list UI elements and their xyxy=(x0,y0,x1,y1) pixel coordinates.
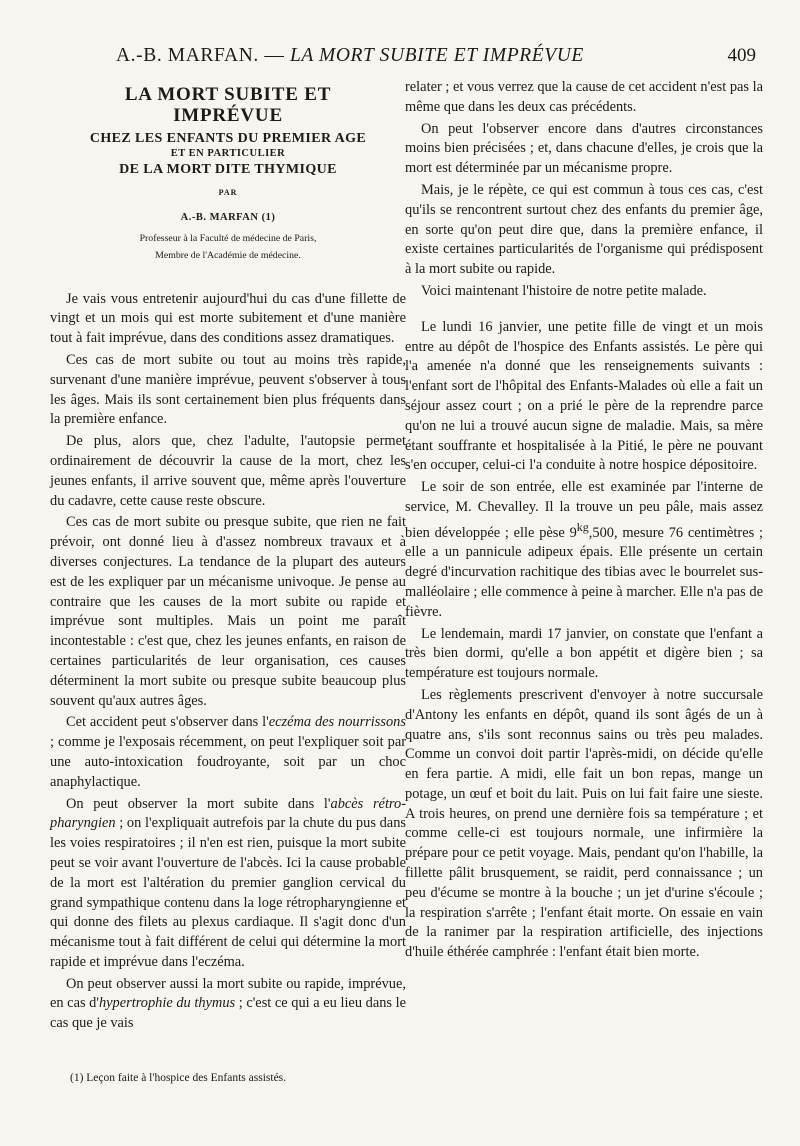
left-column xyxy=(50,78,406,1036)
article-subtitle3: DE LA MORT DITE THYMIQUE xyxy=(119,162,337,177)
text-run: Le soir de son entrée, elle est examinée par l'interne de service, M. Chevalley. Il la trouve un peu pâle, mais assez bien développée ; elle pèse 9 xyxy=(405,479,763,541)
running-author: A.-B. MARFAN. — xyxy=(116,45,285,66)
footnote: (1) Leçon faite à l'hospice des Enfants assistés. xyxy=(70,1072,287,1084)
text-run: ,500, mesure 76 centimètres ; elle a un pannicule adipeux épais. Elle présente un certain degré d'incurvation rachitique des tibias avec le bourrelet sus-malléolaire ; elle commence à peine à marcher. Elle n'a pas de fièvre. xyxy=(405,524,763,620)
article-author: A.-B. MARFAN (1) xyxy=(180,211,276,223)
article-affiliation1: Professeur à la Faculté de médecine de Paris, xyxy=(139,232,317,244)
paragraph xyxy=(405,478,763,622)
emphasis: abcès rétro-pharyngien xyxy=(50,795,406,832)
article-subtitle1: CHEZ LES ENFANTS DU PREMIER AGE xyxy=(89,131,367,146)
article-title-line1: LA MORT SUBITE ET xyxy=(124,84,332,105)
paragraph: relater ; et vous verrez que la cause de cet accident n'est pas la même que dans les deux cas précédents. xyxy=(405,79,763,115)
paragraph: Ces cas de mort subite ou presque subite, que rien ne fait prévoir, ont donné lieu à d'assez nombreux travaux et à diverses conjectures. La tendance de la plupart des auteurs est de les expliquer par un mécanisme univoque. Je pense au contraire que les causes de la mort subite ou rapide et imprévue sont multiples. Mais un point me paraît incontestable : c'est que, chez les jeunes enfants, en raison de certaines particularités de leur organisation, ces causes déterminent la mort subite ou presque subite beaucoup plus souvent qu'aux autres âges. xyxy=(50,514,406,709)
article-title-block xyxy=(50,84,406,262)
text-run: ; c'est ce qui a eu lieu dans le cas que je vais xyxy=(50,995,406,1032)
paragraph xyxy=(50,795,406,973)
text-run: On peut observer aussi la mort subite ou rapide, imprévue, en cas d' xyxy=(50,975,406,1012)
paragraph: Voici maintenant l'histoire de notre petite malade. xyxy=(421,282,707,299)
unit-superscript: kg xyxy=(576,519,589,534)
article-affiliation2: Membre de l'Académie de médecine. xyxy=(155,249,301,261)
paragraph: On peut l'observer encore dans d'autres circonstances moins bien précisées ; et, dans chacune d'elles, je crois que la mort est déterminée par un mécanisme propre. xyxy=(405,120,763,177)
paragraph: Mais, je le répète, ce qui est commun à tous ces cas, c'est qu'ils se rencontrent surtout chez des enfants du premier âge, en sorte qu'on peut dire que, dans la première enfance, il existe certaines particularités de l'organisme qui prédisposent à la mort subite ou rapide. xyxy=(405,181,763,278)
article-subtitle2: ET EN PARTICULIER xyxy=(170,148,286,159)
paragraph: Le lundi 16 janvier, une petite fille de vingt et un mois entre au dépôt de l'hospice des Enfants assistés. Le père qui l'a amenée n'a donné que les renseignements suivants : l'enfant sort de l'hôpital des Enfants-Malades où elle a fait un séjour assez court ; on a prié le père de la reprendre parce qu'on ne lui a trouvé aucun signe de maladie. Mais, sa mère étant souffrante et hospitalisée à la Pitié, le père ne pouvant s'en occuper, celui-ci l'a conduite à notre hospice dépositoire. xyxy=(405,318,763,474)
paragraph xyxy=(50,713,406,792)
text-run: Cet accident peut s'observer dans l' xyxy=(66,714,269,731)
running-head xyxy=(116,45,756,73)
paragraph: Ces cas de mort subite ou tout au moins très rapide, survenant d'une manière imprévue, peuvent s'observer à tous les âges. Mais ils sont certainement bien plus fréquents dans la première enfance. xyxy=(50,351,406,428)
emphasis: hypertrophie du thymus xyxy=(98,995,236,1012)
running-title xyxy=(116,45,584,67)
text-run: ; on l'expliquait autrefois par la chute du pus dans les voies respiratoires ; il n'en est rien, puisque la mort subite peut se voir avant l'ouverture de l'abcès. Ici la cause probable de la mort est l'altération du premier ganglion cervical du grand sympathique contenu dans la loge rétropharyngienne et qui donne des filets au plexus cardiaque. Il s'agit donc d'un mécanisme tout à fait différent de celui qui détermine la mort rapide et imprévue dans l'eczéma. xyxy=(50,815,406,970)
paragraph: De plus, alors que, chez l'adulte, l'autopsie permet ordinairement de découvrir la cause de la mort, chez les jeunes enfants, il arrive souvent que, même après l'ouverture du cadavre, cette cause reste obscure. xyxy=(50,433,406,509)
article-par: PAR xyxy=(218,188,238,197)
paragraph: Je vais vous entretenir aujourd'hui du cas d'une fillette de vingt et un mois qui est morte subitement et d'une manière tout à fait imprévue, dans des conditions assez dramatiques. xyxy=(50,290,406,347)
section-spacer xyxy=(405,304,763,318)
emphasis: eczéma des nourrissons xyxy=(268,714,406,731)
right-column xyxy=(405,78,763,965)
text-run: On peut observer la mort subite dans l' xyxy=(66,795,331,812)
paragraph: Le lendemain, mardi 17 janvier, on constate que l'enfant a très bien dormi, qu'elle a bon appétit et digère bien ; sa température est toujours normale. xyxy=(405,625,763,682)
page-number: 409 xyxy=(727,45,756,66)
running-article-title: LA MORT SUBITE ET IMPRÉVUE xyxy=(289,45,584,66)
paragraph: Les règlements prescrivent d'envoyer à notre succursale d'Antony les enfants en dépôt, quand ils sont âgés de un à quatre ans, s'ils sont reconnus sains ou très peu malades. Comme un convoi doit partir l'après-midi, on décide qu'elle en fera partie. A midi, elle fait un bon repas, mange un potage, un œuf et boit du lait. Puis on lui fait faire une sieste. A trois heures, on prend une dernière fois sa température ; et comme celle-ci est toujours normale, une infirmière la prépare pour ce petit voyage. Mais, pendant qu'on l'habille, la fillette pâlit brusquement, se raidit, perd connaissance ; un peu d'écume se montre à la bouche ; un jet d'urine s'écoule ; la respiration s'arrête ; l'enfant était morte. On essaie en vain de la ranimer par la respiration artificielle, des injections d'huile éthérée camphrée : l'enfant était bien morte. xyxy=(405,686,763,961)
paragraph xyxy=(50,975,406,1034)
text-run: ; comme je l'exposais récemment, on peut l'expliquer soit par une auto-intoxication foudroyante, soit par un choc anaphylactique. xyxy=(50,734,406,790)
article-title-line2: IMPRÉVUE xyxy=(173,105,283,126)
